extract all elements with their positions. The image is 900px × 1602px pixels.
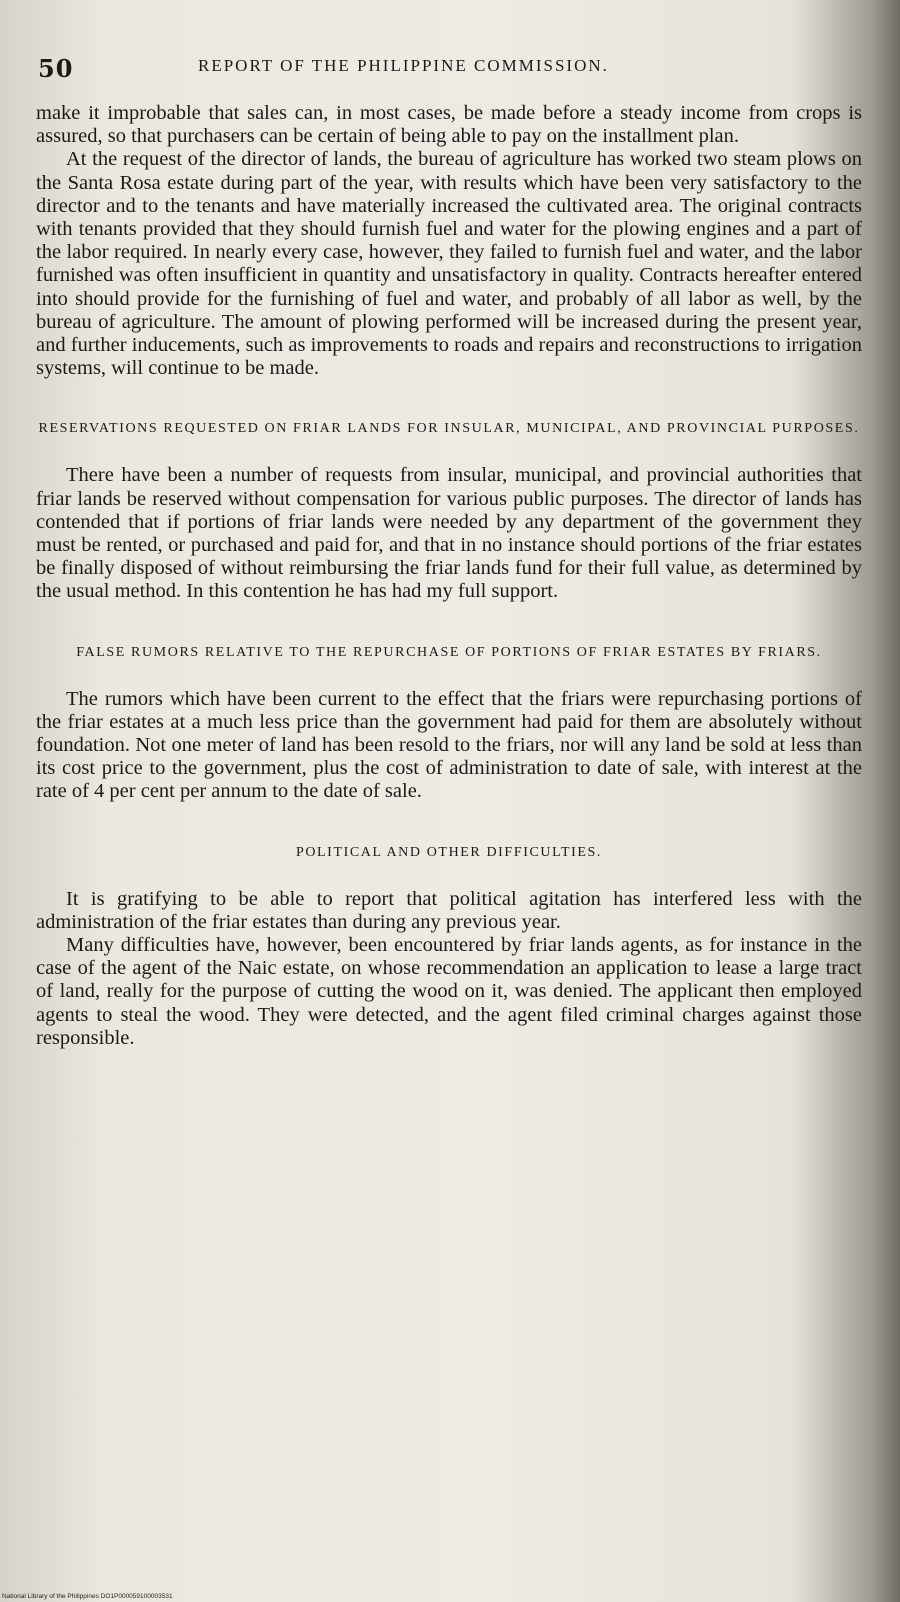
running-head: REPORT OF THE PHILIPPINE COMMISSION. [198,56,609,75]
page-header [38,48,860,88]
paragraph-reservations: There have been a number of requests from insular, municipal, and provincial authorities that friar lands be reserved without compensation for various public purposes. The director of lands has contended that if portions of friar lands were needed by any department of the government they must be rented, or purchased and paid for, and that in no instance should portions of the friar estates be finally disposed of without reimbursing the friar lands fund for their full value, as determined by the usual method. In this contention he has had my full support. [36,464,862,603]
page-body [36,102,862,1050]
paragraph-difficulties: Many difficulties have, however, been encountered by friar lands agents, as for instance in the case of the agent of the Naic estate, on whose recommendation an application to lease a large tract of land, really for the purpose of cutting the wood on it, was denied. The applicant then employed agents to steal the wood. They were detected, and the agent filed criminal charges against those responsible. [36,934,862,1049]
paragraph-false-rumors: The rumors which have been current to the effect that the friars were repurchasing portions of the friar estates at a much less price than the government had paid for them are absolutely without foundation. Not one meter of land has been resold to the friars, nor will any land be sold at less than its cost price to the government, plus the cost of administration to date of sale, with interest at the rate of 4 per cent per annum to the date of sale. [36,687,862,803]
section-heading-false-rumors: FALSE RUMORS RELATIVE TO THE REPURCHASE OF PORTIONS OF FRIAR ESTATES BY FRIARS. [76,644,822,660]
paragraph-continued: make it improbable that sales can, in most cases, be made before a steady income from crops is assured, so that purchasers can be certain of being able to pay on the installment plan. [36,102,862,148]
page-number: 50 [38,54,74,83]
paragraph-political-agitation: It is gratifying to be able to report that political agitation has interfered less with the administration of the friar estates than during any previous year. [36,887,862,933]
section-heading-political: POLITICAL AND OTHER DIFFICULTIES. [295,844,603,860]
section-heading-reservations: RESERVATIONS REQUESTED ON FRIAR LANDS FOR INSULAR, MUNICIPAL, AND PROVINCIAL PURPOSES. [38,421,860,437]
paragraph-steam-plows: At the request of the director of lands, the bureau of agriculture has worked two steam plows on the Santa Rosa estate during part of the year, with results which have been very satisfactory to the director and to the tenants and have materially increased the cultivated area. The original contracts with tenants provided that they should furnish fuel and water for the plowing engines and a part of the labor required. In nearly every case, however, they failed to furnish fuel and water, and the labor furnished was often insufficient in quantity and unsatisfactory in quality. Contracts hereafter entered into should provide for the furnishing of fuel and water, and probably of all labor as well, by the bureau of agriculture. The amount of plowing performed will be increased during the present year, and further inducements, such as improvements to roads and repairs and reconstructions to irrigation systems, will continue to be made. [36,148,862,380]
scan-credit: National Library of the Philippines DO1P000059100003531 [2,1593,173,1600]
